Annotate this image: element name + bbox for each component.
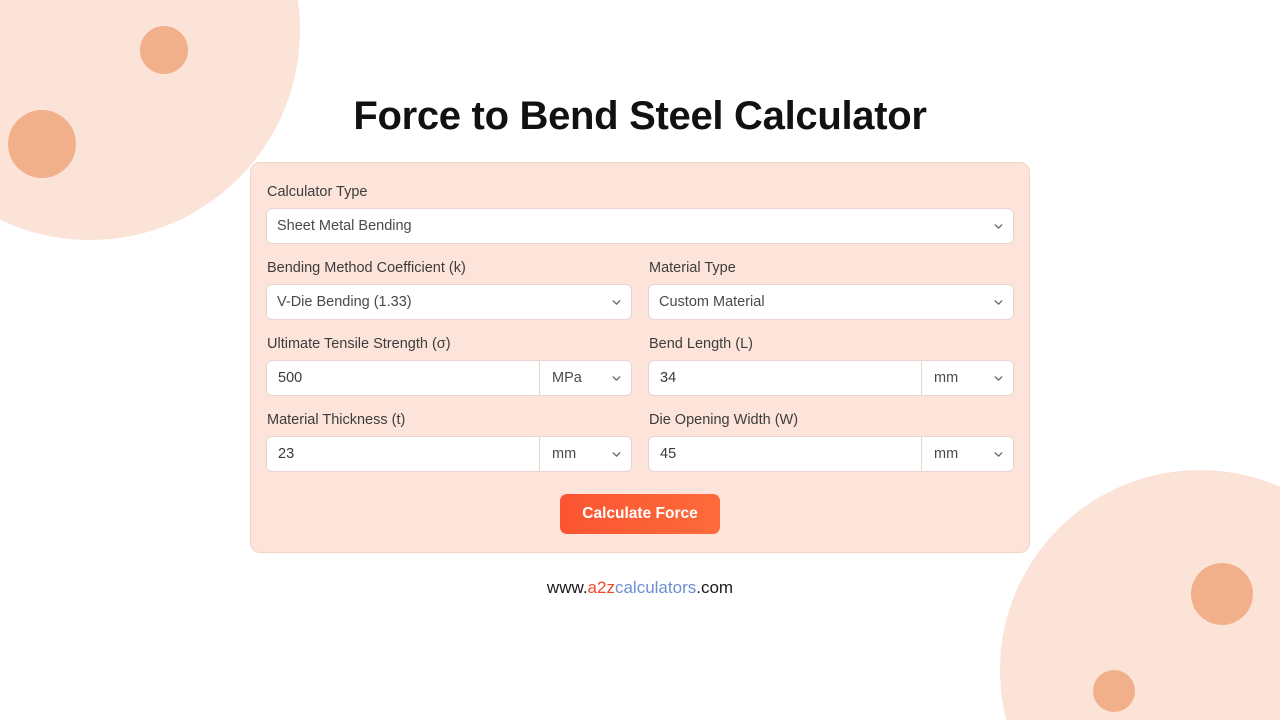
die-opening-width-input[interactable] bbox=[649, 437, 921, 471]
field-material-type bbox=[648, 259, 1014, 320]
input-group-tensile-strength bbox=[266, 360, 632, 396]
label-bending-method: Bending Method Coefficient (k) bbox=[267, 260, 466, 276]
select-calculator-type[interactable] bbox=[266, 208, 1014, 244]
footer-suffix: .com bbox=[696, 578, 734, 597]
label-tensile-strength: Ultimate Tensile Strength (σ) bbox=[267, 336, 451, 352]
select-die-opening-width-unit[interactable] bbox=[921, 437, 1013, 471]
field-calculator-type bbox=[266, 183, 1014, 244]
label-calculator-type: Calculator Type bbox=[267, 184, 368, 200]
select-material-thickness-unit[interactable] bbox=[539, 437, 631, 471]
footer-prefix: www. bbox=[546, 578, 588, 597]
bend-length-input[interactable] bbox=[649, 361, 921, 395]
bend-length-unit-value: mm bbox=[934, 370, 959, 386]
footer-brand-a2z: a2z bbox=[587, 578, 615, 597]
select-bend-length-unit[interactable] bbox=[921, 361, 1013, 395]
calculator-card bbox=[250, 162, 1030, 553]
chevron-down-icon bbox=[601, 448, 631, 461]
material-thickness-unit-value: mm bbox=[552, 446, 577, 462]
submit-row bbox=[266, 494, 1014, 534]
chevron-down-icon bbox=[601, 285, 631, 319]
row-strength-length bbox=[266, 335, 1014, 396]
input-group-bend-length bbox=[648, 360, 1014, 396]
select-bending-method-value: V-Die Bending (1.33) bbox=[277, 294, 412, 310]
chevron-down-icon bbox=[983, 372, 1013, 385]
field-material-thickness bbox=[266, 411, 632, 472]
chevron-down-icon bbox=[983, 448, 1013, 461]
tensile-strength-unit-value: MPa bbox=[552, 370, 582, 386]
tensile-strength-input[interactable] bbox=[267, 361, 539, 395]
select-material-type-value: Custom Material bbox=[659, 294, 765, 310]
calculate-force-button[interactable]: Calculate Force bbox=[560, 494, 719, 534]
row-method-material bbox=[266, 259, 1014, 320]
select-bending-method[interactable] bbox=[266, 284, 632, 320]
site-footer bbox=[0, 578, 1280, 598]
decorative-dot-bottom-right-2 bbox=[1093, 670, 1135, 712]
field-bending-method bbox=[266, 259, 632, 320]
die-opening-width-unit-value: mm bbox=[934, 446, 959, 462]
material-thickness-input[interactable] bbox=[267, 437, 539, 471]
label-die-opening-width: Die Opening Width (W) bbox=[649, 412, 799, 428]
label-material-type: Material Type bbox=[649, 260, 736, 276]
chevron-down-icon bbox=[983, 285, 1013, 319]
select-calculator-type-value: Sheet Metal Bending bbox=[277, 218, 412, 234]
field-tensile-strength bbox=[266, 335, 632, 396]
row-thickness-die bbox=[266, 411, 1014, 472]
label-bend-length: Bend Length (L) bbox=[649, 336, 753, 352]
input-group-die-opening-width bbox=[648, 436, 1014, 472]
field-die-opening-width bbox=[648, 411, 1014, 472]
chevron-down-icon bbox=[601, 372, 631, 385]
field-bend-length bbox=[648, 335, 1014, 396]
chevron-down-icon bbox=[983, 209, 1013, 243]
label-material-thickness: Material Thickness (t) bbox=[267, 412, 406, 428]
footer-brand-calculators: calculators bbox=[614, 578, 697, 597]
input-group-material-thickness bbox=[266, 436, 632, 472]
select-material-type[interactable] bbox=[648, 284, 1014, 320]
page-title: Force to Bend Steel Calculator bbox=[353, 94, 927, 138]
select-tensile-strength-unit[interactable] bbox=[539, 361, 631, 395]
